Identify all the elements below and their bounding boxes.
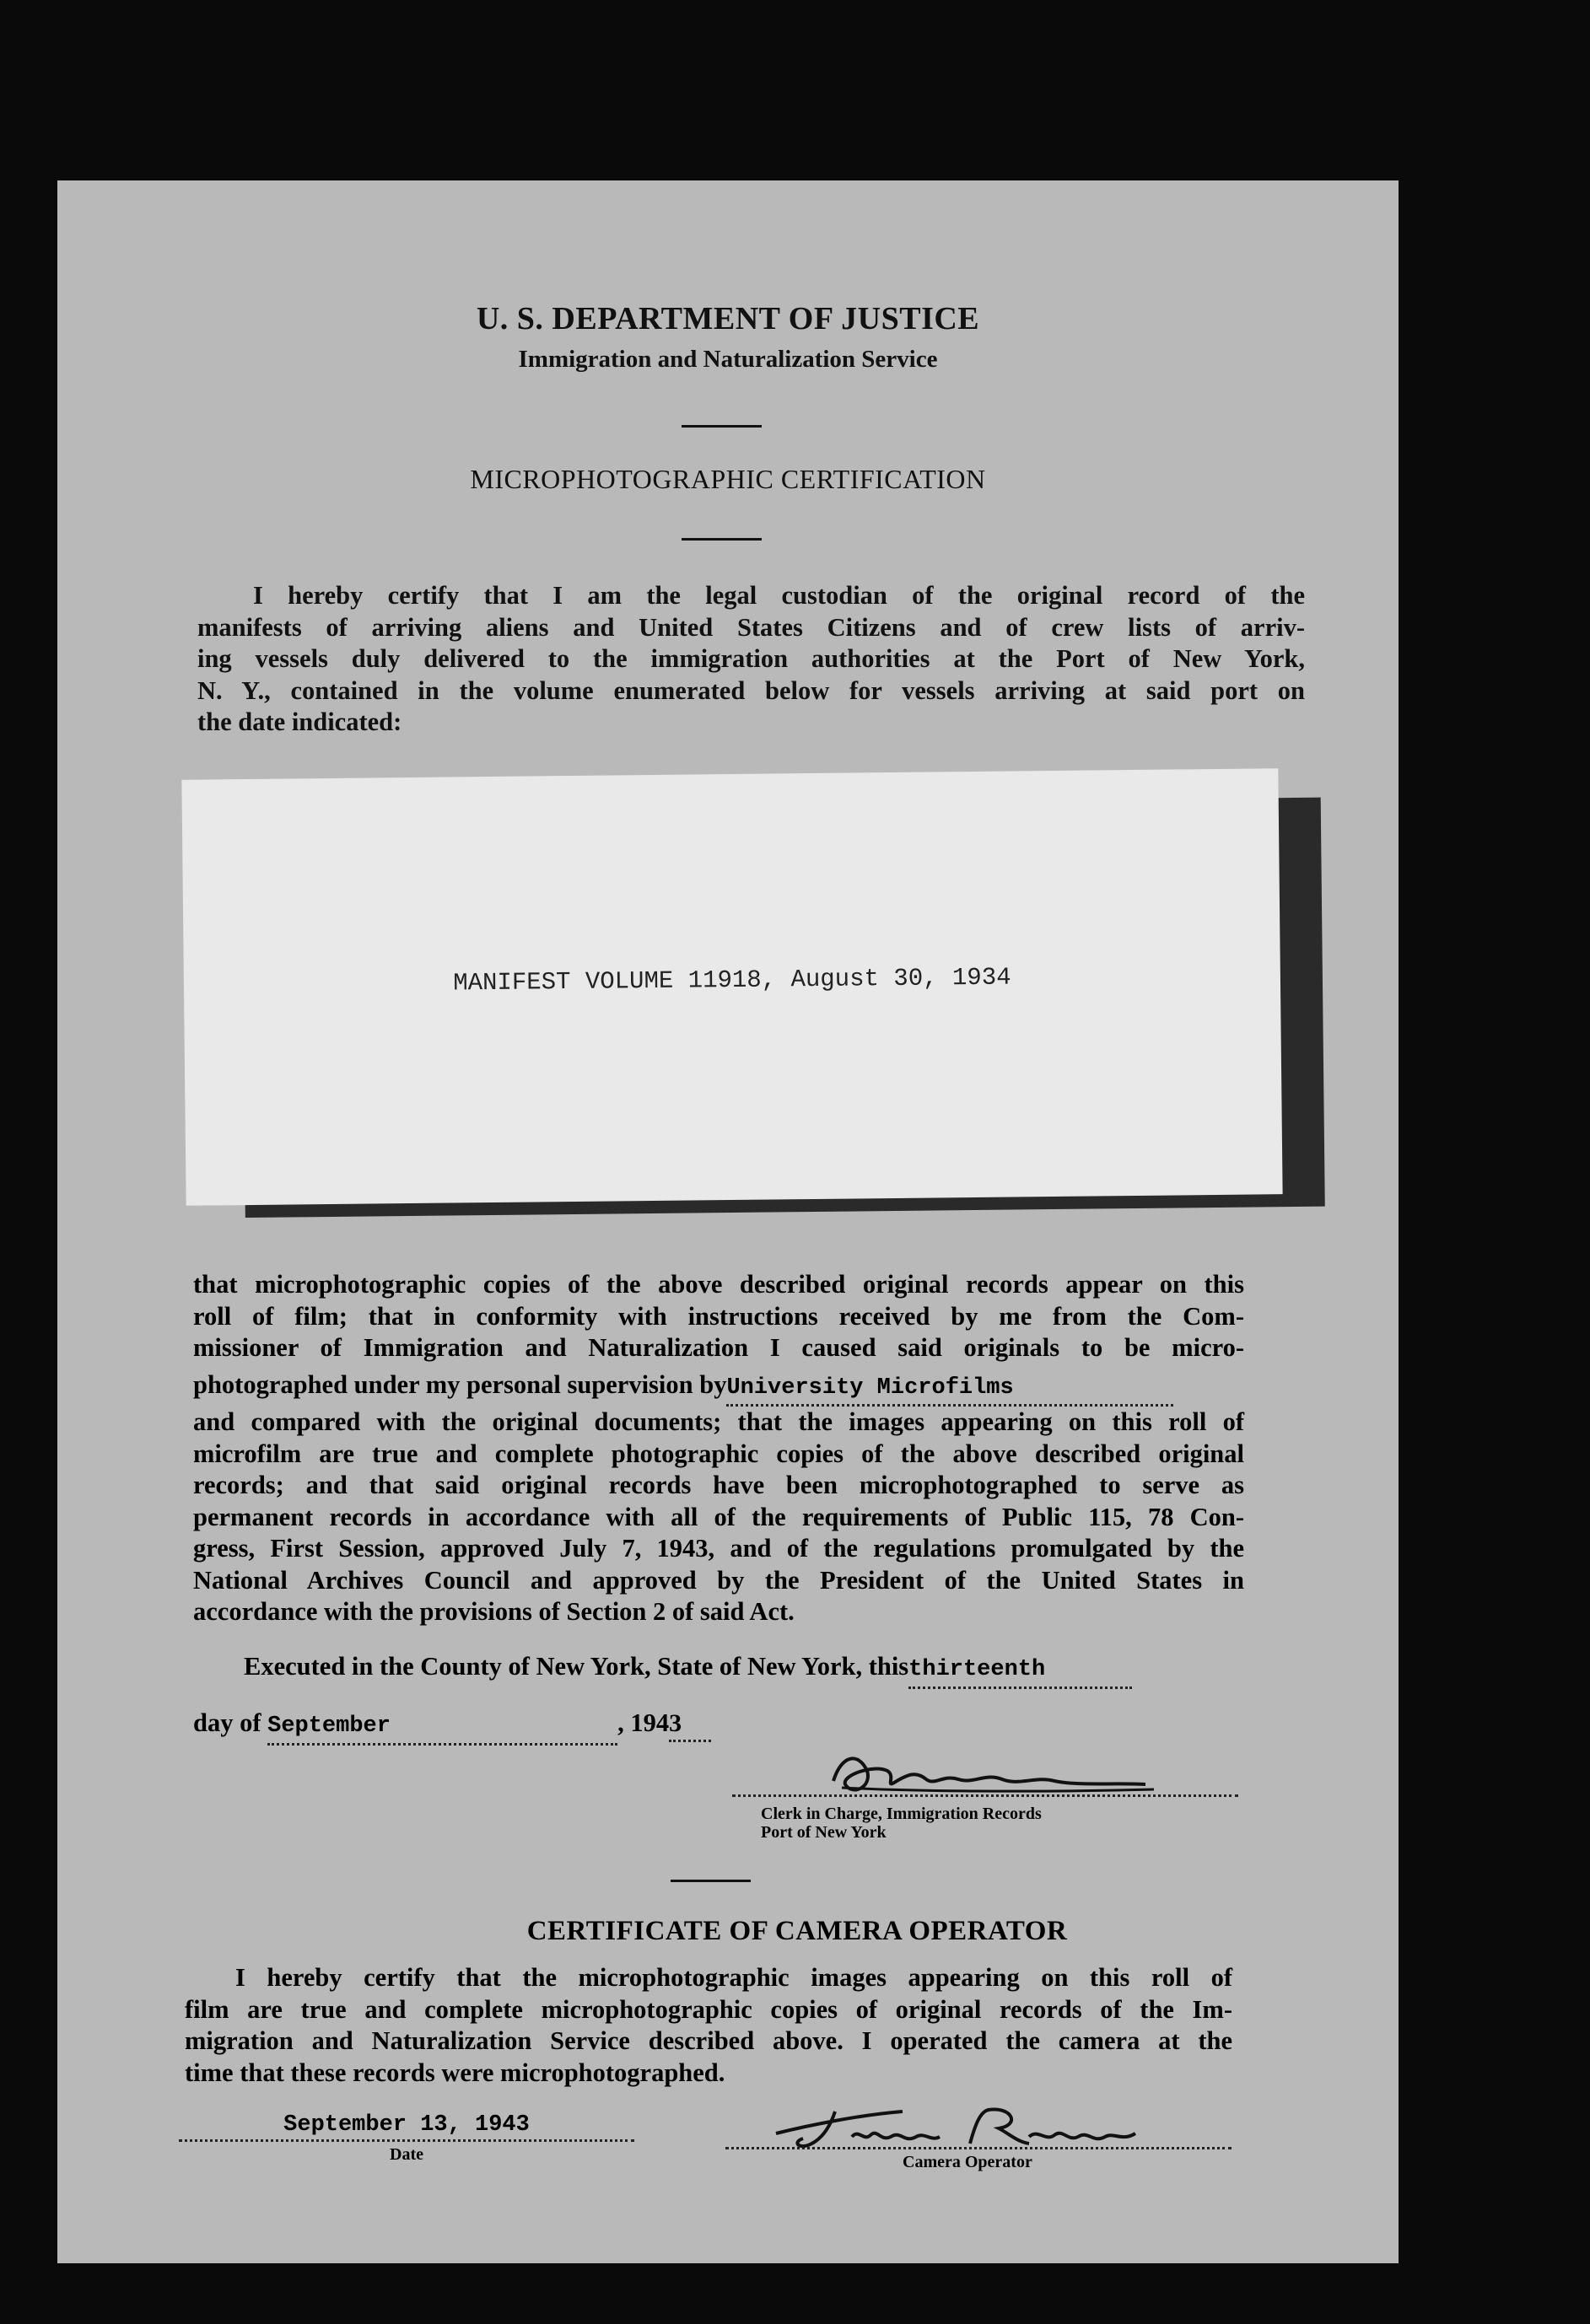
day-field: thirteenth	[908, 1654, 1132, 1689]
date-label: Date	[390, 2145, 423, 2164]
text-line: microfilm are true and complete photographic copies of the above described original	[193, 1439, 1244, 1468]
text-line: National Archives Council and approved by the President of the United States in	[193, 1565, 1244, 1595]
text-line: missioner of Immigration and Naturalization I caused said originals to be micro-	[193, 1333, 1244, 1362]
text-line: N. Y., contained in the volume enumerated below for vessels arriving at said port on	[197, 675, 1305, 705]
year-prefix: , 194	[617, 1708, 670, 1737]
text-line: the date indicated:	[197, 707, 402, 736]
text-line: film are true and complete microphotographic copies of original records of the Im-	[185, 1994, 1232, 2024]
year-digit: 3	[669, 1708, 711, 1742]
text-line: gress, First Session, approved July 7, 1943, and of the regulations promulgated by the	[193, 1534, 1244, 1563]
camera-date-block	[179, 2112, 634, 2164]
camera-operator-label: Camera Operator	[903, 2153, 1032, 2171]
volume-slip	[181, 768, 1282, 1206]
day-of-label: day of	[193, 1708, 261, 1737]
text-line: accordance with the provisions of Section 2 of said Act.	[193, 1597, 795, 1626]
body-paragraph	[193, 1269, 1244, 1628]
certificate-sheet	[57, 180, 1399, 2263]
text-line: ing vessels duly delivered to the immigration authorities at the Port of New York,	[197, 644, 1305, 673]
text-line: migration and Naturalization Service described above. I operated the camera at the	[185, 2026, 1232, 2055]
clerk-title-line: Port of New York	[761, 1823, 887, 1842]
divider	[671, 1880, 751, 1882]
clerk-signature-line	[732, 1746, 1238, 1797]
certification-title: MICROPHOTOGRAPHIC CERTIFICATION	[470, 464, 986, 494]
photographer-field: University Microfilms	[726, 1373, 1173, 1407]
text-line: that microphotographic copies of the above described original records appear on this	[193, 1270, 1244, 1299]
clerk-signature	[808, 1746, 1196, 1801]
text-line: time that these records were microphotographed.	[185, 2058, 725, 2087]
date-line	[193, 1708, 784, 1746]
photographed-by-prefix: photographed under my personal supervision by	[193, 1369, 727, 1399]
camera-date-field: September 13, 1943	[179, 2112, 634, 2142]
clerk-title	[761, 1805, 1042, 1842]
clerk-title-line: Clerk in Charge, Immigration Records	[761, 1805, 1042, 1823]
text-line: roll of film; that in conformity with instructions received by me from the Com-	[193, 1301, 1244, 1331]
text-line: records; and that said original records have been microphotographed to serve as	[193, 1471, 1244, 1499]
divider	[682, 425, 762, 428]
intro-paragraph	[197, 580, 1305, 739]
photographed-by-line	[193, 1369, 1244, 1407]
divider	[682, 538, 762, 541]
department-heading: U. S. DEPARTMENT OF JUSTICE	[476, 301, 980, 336]
text-line: manifests of arriving aliens and United States Citizens and of crew lists of arriv-	[197, 612, 1305, 642]
execution-line	[244, 1651, 1248, 1689]
operator-signature-line	[725, 2100, 1232, 2149]
execution-prefix: Executed in the County of New York, State of New York, this	[244, 1652, 909, 1681]
text-line: permanent records in accordance with all of the requirements of Public 115, 78 Con-	[193, 1502, 1244, 1531]
service-subheading: Immigration and Naturalization Service	[518, 346, 938, 373]
text-line: and compared with the original documents; that the images appearing on this roll of	[193, 1407, 1244, 1436]
month-field: September	[267, 1711, 617, 1746]
text-line: I hereby certify that the microphotographic images appearing on this roll of	[235, 1963, 1232, 1992]
camera-paragraph	[185, 1962, 1232, 2089]
camera-operator-title: CERTIFICATE OF CAMERA OPERATOR	[526, 1916, 1068, 1946]
manifest-volume-label: MANIFEST VOLUME 11918, August 30, 1934	[453, 963, 1011, 998]
operator-signature	[759, 2100, 1164, 2150]
camera-operator-block	[725, 2100, 1232, 2171]
text-line: I hereby certify that I am the legal custodian of the original record of the	[253, 581, 1305, 610]
